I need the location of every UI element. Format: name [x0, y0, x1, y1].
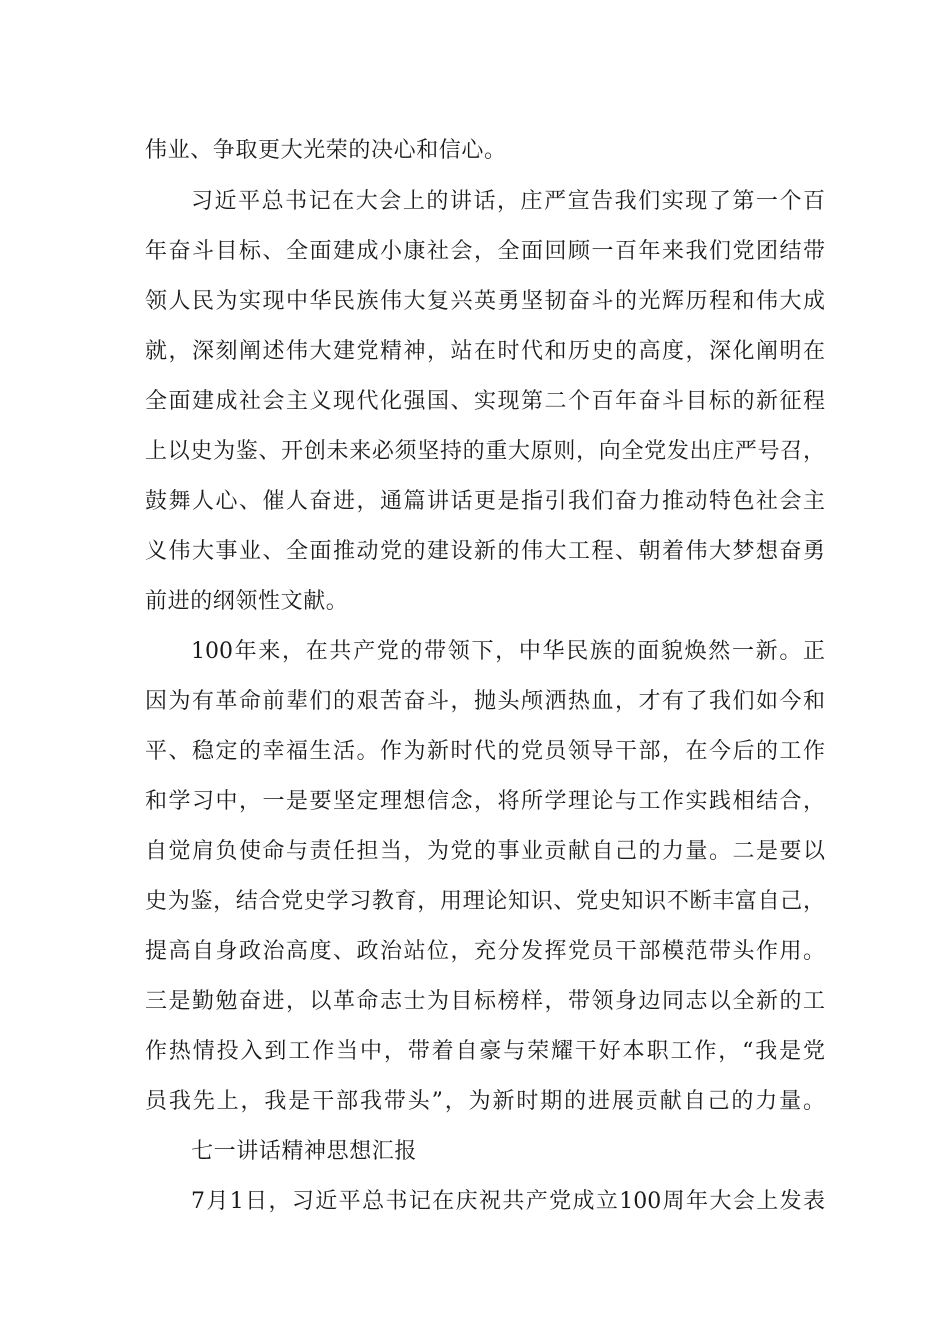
paragraph-line: 习近平总书记在大会上的讲话，庄严宣告我们实现了第一个百 — [191, 189, 825, 214]
paragraph-line: 前进的纲领性文献。 — [145, 589, 349, 614]
paragraph-line: 三是勤勉奋进，以革命志士为目标榜样，带领身边同志以全新的工 — [145, 989, 825, 1014]
paragraph-line: 7月1日，习近平总书记在庆祝共产党成立100周年大会上发表 — [191, 1189, 825, 1214]
paragraph-line: 提高自身政治高度、政治站位，充分发挥党员干部模范带头作用。 — [145, 939, 825, 964]
paragraph-line: 年奋斗目标、全面建成小康社会，全面回顾一百年来我们党团结带 — [145, 239, 825, 264]
paragraph-line: 平、稳定的幸福生活。作为新时代的党员领导干部，在今后的工作 — [145, 739, 825, 764]
paragraph-line: 100年来，在共产党的带领下，中华民族的面貌焕然一新。正 — [191, 639, 825, 664]
paragraph-line: 义伟大事业、全面推动党的建设新的伟大工程、朝着伟大梦想奋勇 — [145, 539, 825, 564]
paragraph-line: 史为鉴，结合党史学习教育，用理论知识、党史知识不断丰富自己， — [145, 889, 825, 914]
section-heading: 七一讲话精神思想汇报 — [191, 1139, 418, 1164]
paragraph-line: 作热情投入到工作当中，带着自豪与荣耀干好本职工作，“我是党 — [145, 1039, 825, 1064]
paragraph-line: 和学习中，一是要坚定理想信念，将所学理论与工作实践相结合， — [145, 789, 825, 814]
paragraph-line: 员我先上，我是干部我带头”，为新时期的进展贡献自己的力量。 — [145, 1089, 825, 1114]
paragraph-line: 自觉肩负使命与责任担当，为党的事业贡献自己的力量。二是要以 — [145, 839, 825, 864]
paragraph-line: 领人民为实现中华民族伟大复兴英勇坚韧奋斗的光辉历程和伟大成 — [145, 289, 825, 314]
paragraph-line: 全面建成社会主义现代化强国、实现第二个百年奋斗目标的新征程 — [145, 389, 825, 414]
paragraph-line: 就，深刻阐述伟大建党精神，站在时代和历史的高度，深化阐明在 — [145, 339, 825, 364]
paragraph-line: 伟业、争取更大光荣的决心和信心。 — [145, 138, 507, 163]
paragraph-line: 因为有革命前辈们的艰苦奋斗，抛头颅洒热血，才有了我们如今和 — [145, 689, 825, 714]
paragraph-line: 上以史为鉴、开创未来必须坚持的重大原则，向全党发出庄严号召， — [145, 439, 825, 464]
paragraph-line: 鼓舞人心、催人奋进，通篇讲话更是指引我们奋力推动特色社会主 — [145, 489, 825, 514]
